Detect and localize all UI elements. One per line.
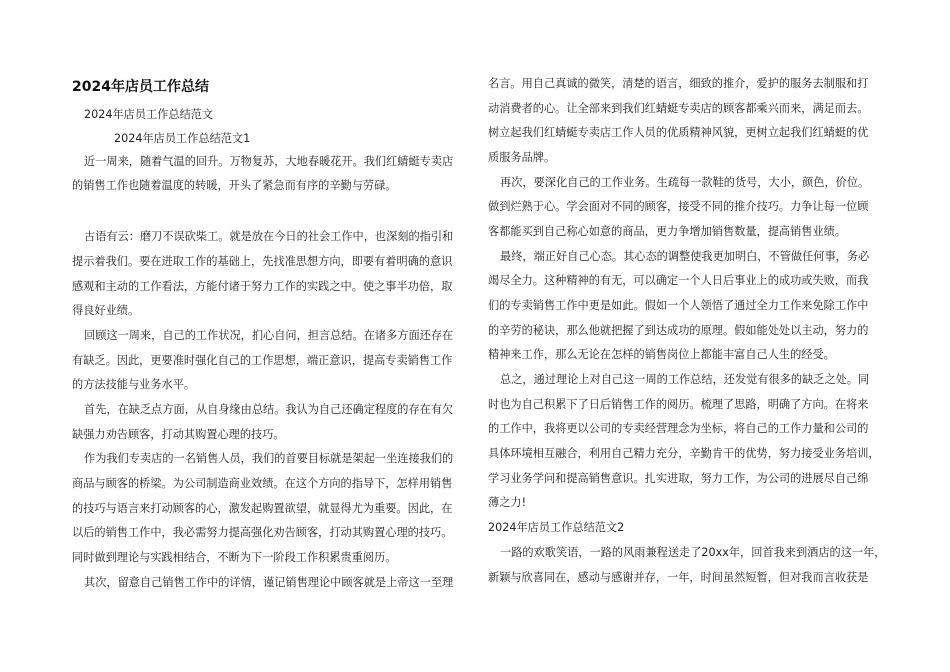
text-line: 总之，通过理论上对自己这一周的工作总结，还发觉有很多的缺乏之处。同	[500, 373, 870, 386]
text-line: 作为我们专卖店的一名销售人员，我们的首要目标就是架起一坐连接我们的	[84, 452, 454, 465]
text-line: 提示着我们。要在进取工作的基础上，先找准思想方向，即要有着明确的意识	[72, 255, 453, 268]
text-line: 的辛劳的秘诀，那么他就把握了到达成功的原理。假如能处处以主动，努力的	[488, 324, 869, 337]
text-line: 同时做到理论与实践相结合，不断为下一阶段工作积累贵重阅历。	[72, 551, 397, 564]
text-line: 的工作中，我将更以公司的专卖经营理念为坐标，将自己的工作力量和公司的	[488, 422, 869, 435]
text-line: 再次，要深化自己的工作业务。生疏每一款鞋的货号，大小，颜色，价位。	[500, 176, 870, 189]
text-line: 的技巧与语言来打动顾客的心，激发起购置欲望，就显得尤为重要。因此，在	[72, 502, 453, 515]
text-line: 学习业务学问和提高销售意识。扎实进取，努力工作，为公司的进展尽自己绵	[488, 472, 869, 485]
text-line: 其次，留意自己销售工作中的详情，谨记销售理论中顾客就是上帝这一至理	[84, 576, 454, 589]
text-line: 竭尽全力。这种精神的有无，可以确定一个人日后事业上的成功或失败，而我	[488, 274, 869, 287]
text-line: 一路的欢歌笑语，一路的风雨兼程送走了20xx年，回首我来到酒店的这一年，	[500, 546, 886, 559]
text-line: 感观和主动的工作看法，方能付诸于努力工作的实践之中。使之事半功倍，取	[72, 280, 453, 293]
text-line: 的销售工作也随着温度的转暖，开头了紧急而有序的辛勤与劳碌。	[72, 179, 397, 192]
subtitle-line: 2024年店员工作总结范文	[84, 108, 214, 121]
text-line: 缺强力劝告顾客，打动其购置心理的技巧。	[72, 428, 285, 441]
text-line: 质服务品牌。	[488, 151, 556, 164]
text-line: 近一周来，随着气温的回升。万物复苏，大地春暖花开。我们红蜻蜓专卖店	[84, 155, 454, 168]
text-line: 商品与顾客的桥梁。为公司制造商业效绩。在这个方向的指导下，怎样用销售	[72, 477, 453, 490]
text-line: 的方法技能与业务水平。	[72, 378, 196, 391]
text-line: 客都能买到自己称心如意的商品，更力争增加销售数量，提高销售业绩。	[488, 225, 847, 238]
text-line: 首先，在缺乏点方面，从自身缘由总结。我认为自己还确定程度的存在有欠	[84, 403, 454, 416]
text-line: 做到烂熟于心。学会面对不同的顾客，接受不同的推介技巧。力争让每一位顾	[488, 200, 869, 213]
section-heading: 2024年店员工作总结范文1	[114, 132, 251, 145]
document-title: 2024年店员工作总结	[72, 79, 209, 95]
text-line: 具体环境相互融合，利用自己精力充分，辛勤肯干的优势，努力接受业务培训，	[488, 447, 880, 460]
text-line: 最终，端正好自己心态。其心态的调整使我更加明白，不管做任何事，务必	[500, 250, 870, 263]
text-line: 古语有云：磨刀不误砍柴工。就是放在今日的社会工作中，也深刻的指引和	[84, 230, 454, 243]
text-line: 回顾这一周来，自己的工作状况，扪心自问，担言总结。在诸多方面还存在	[84, 329, 454, 342]
text-line: 精神来工作，那么无论在怎样的销售岗位上都能丰富自己人生的经受。	[488, 348, 835, 361]
text-line: 名言。用自己真诚的微笑，清楚的语言，细致的推介，爱护的服务去制服和打	[488, 77, 869, 90]
section-heading: 2024年店员工作总结范文2	[488, 521, 625, 534]
text-line: 树立起我们红蜻蜓专卖店工作人员的优质精神风貌，更树立起我们红蜻蜓的优	[488, 126, 869, 139]
text-line: 新颖与欣喜同在，感动与感谢并存，一年，时间虽然短暂，但对我而言收获是	[488, 571, 869, 584]
text-line: 以后的销售工作中，我必需努力提高强化劝告顾客，打动其购置心理的技巧。	[72, 526, 453, 539]
text-line: 得良好业绩。	[72, 304, 140, 317]
text-line: 动消费者的心。让全部来到我们红蜻蜓专卖店的顾客都乘兴而来，满足而去。	[488, 102, 869, 115]
text-line: 有缺乏。因此，更要准时强化自己的工作思想，端正意识，提高专卖销售工作	[72, 354, 453, 367]
text-line: 们的专卖销售工作中更是如此。假如一个人领悟了通过全力工作来免除工作中	[488, 299, 869, 312]
text-line: 时也为自己积累下了日后销售工作的阅历。梳理了思路，明确了方向。在将来	[488, 398, 869, 411]
text-line: 薄之力!	[488, 496, 527, 509]
